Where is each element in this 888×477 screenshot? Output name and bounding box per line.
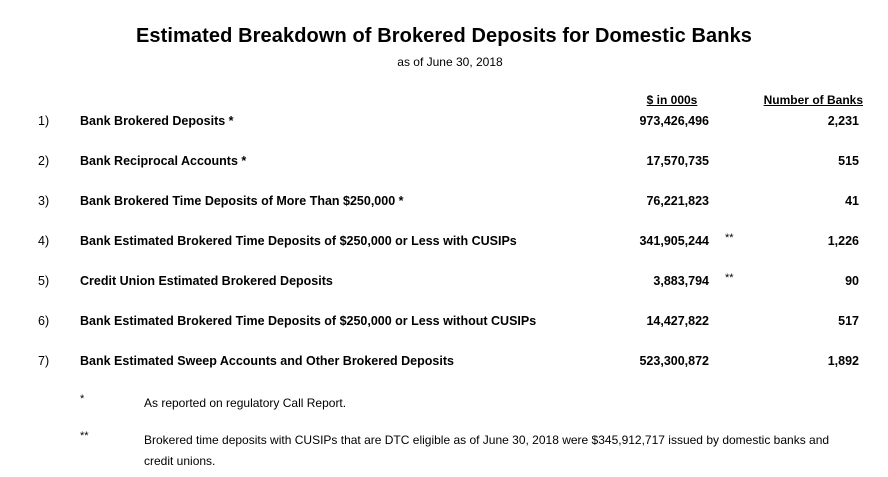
column-header-banks: Number of Banks [763, 93, 863, 107]
row-amount: 973,426,496 [639, 114, 709, 128]
table-row [0, 354, 888, 374]
footnote-symbol: * [80, 393, 85, 405]
row-amount: 14,427,822 [646, 314, 709, 328]
column-header-amount: $ in 000s [646, 93, 698, 107]
row-bank-count: 2,231 [827, 114, 859, 128]
row-number: 1) [38, 114, 50, 128]
row-number: 5) [38, 274, 50, 288]
row-bank-count: 1,226 [827, 234, 859, 248]
row-number: 2) [38, 154, 50, 168]
row-bank-count: 515 [838, 154, 859, 168]
row-label: Credit Union Estimated Brokered Deposits [80, 274, 333, 288]
table-row [0, 154, 888, 174]
table-row [0, 114, 888, 134]
row-label: Bank Estimated Sweep Accounts and Other Brokered Deposits [80, 354, 454, 368]
row-label: Bank Brokered Time Deposits of More Than $250,000 * [80, 194, 404, 208]
footnote-text: As reported on regulatory Call Report. [144, 396, 347, 410]
row-number: 6) [38, 314, 50, 328]
row-amount: 341,905,244 [639, 234, 709, 248]
row-footnote-mark: ** [725, 272, 734, 284]
row-label: Bank Estimated Brokered Time Deposits of $250,000 or Less without CUSIPs [80, 314, 537, 328]
row-amount: 3,883,794 [653, 274, 709, 288]
page-subtitle: as of June 30, 2018 [397, 55, 503, 69]
row-amount: 76,221,823 [646, 194, 709, 208]
footnote-symbol: ** [80, 430, 89, 442]
row-number: 7) [38, 354, 50, 368]
row-footnote-mark: ** [725, 232, 734, 244]
row-label: Bank Reciprocal Accounts * [80, 154, 247, 168]
page-title: Estimated Breakdown of Brokered Deposits for Domestic Banks [135, 25, 753, 47]
row-bank-count: 90 [845, 274, 859, 288]
row-bank-count: 1,892 [827, 354, 859, 368]
table-row [0, 274, 888, 294]
row-label: Bank Brokered Deposits * [80, 114, 234, 128]
row-bank-count: 41 [845, 194, 859, 208]
row-bank-count: 517 [838, 314, 859, 328]
row-number: 3) [38, 194, 50, 208]
row-label: Bank Estimated Brokered Time Deposits of $250,000 or Less with CUSIPs [80, 234, 517, 248]
table-row [0, 194, 888, 214]
row-number: 4) [38, 234, 50, 248]
table-row [0, 234, 888, 254]
table-row [0, 314, 888, 334]
footnote-text: Brokered time deposits with CUSIPs that are DTC eligible as of June 30, 2018 were $345,912,717 issued by domestic banks and credit unions. [144, 433, 830, 468]
row-amount: 523,300,872 [639, 354, 709, 368]
row-amount: 17,570,735 [646, 154, 709, 168]
